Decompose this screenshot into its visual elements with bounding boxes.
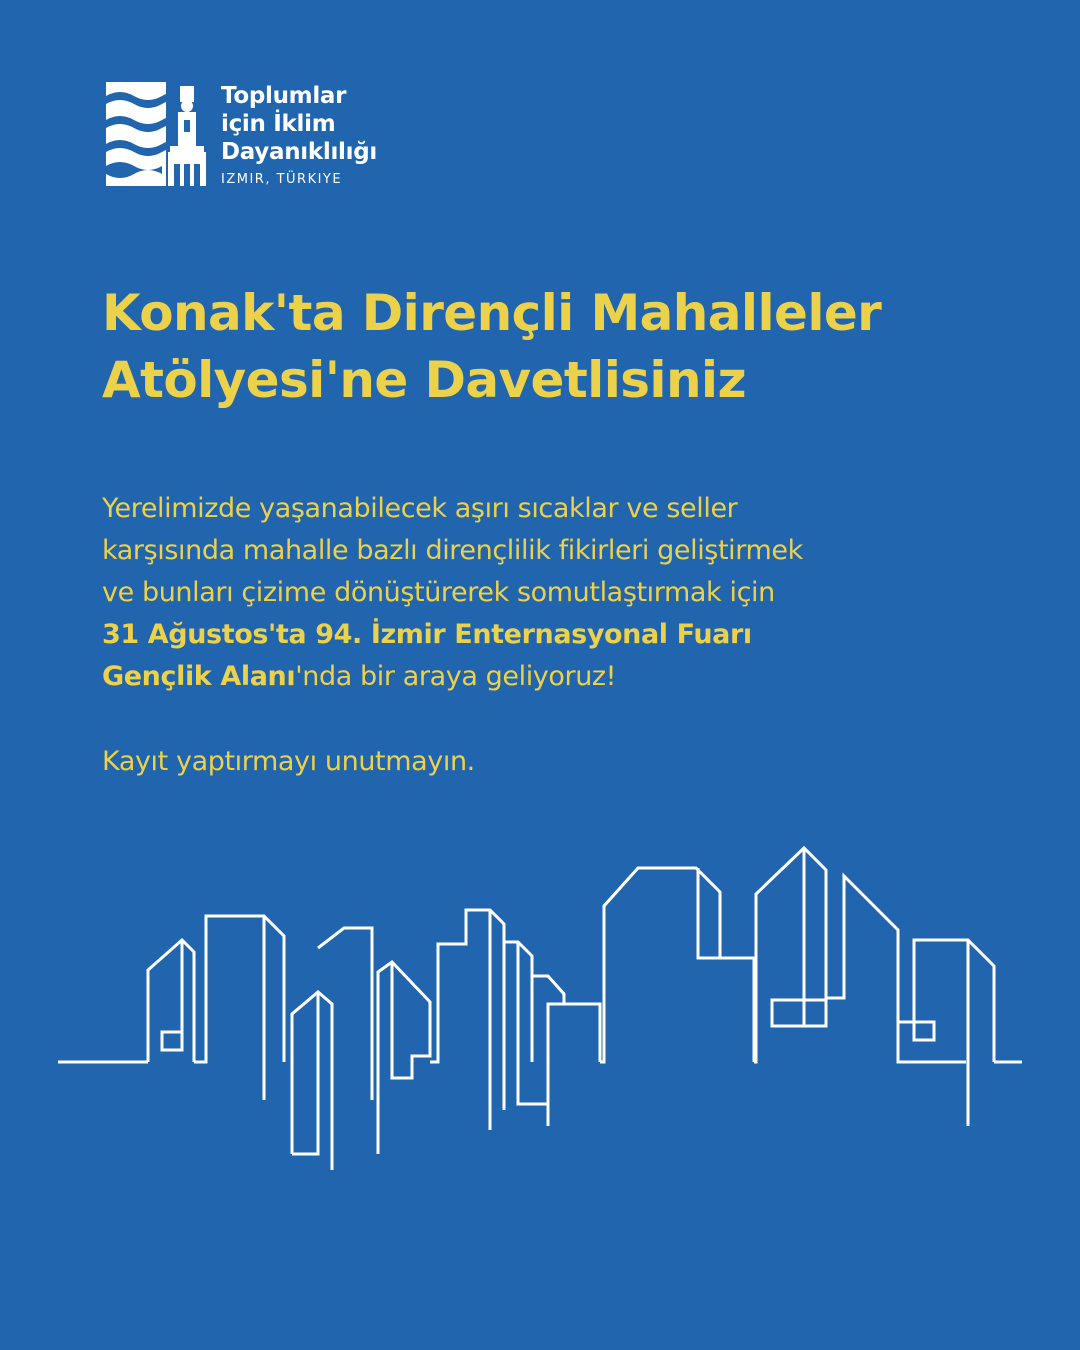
skyline-building <box>548 1004 600 1062</box>
skyline-building <box>430 910 504 1110</box>
skyline-building <box>292 992 332 1170</box>
logo-location: IZMIR, TÜRKIYE <box>221 172 343 187</box>
skyline-building <box>378 962 430 1154</box>
title-line-2: Atölyesi'ne Davetlisiniz <box>102 351 746 409</box>
event-venue: Gençlik Alanı <box>102 661 296 692</box>
event-date-location: 31 Ağustos'ta 94. İzmir Enternasyonal Fuarı <box>102 619 752 650</box>
title-line-1: Konak'ta Dirençli Mahalleler <box>102 284 882 342</box>
logo-line-3: Dayanıklılığı <box>221 139 377 165</box>
skyline-building <box>148 940 194 1062</box>
logo-line-2: için İklim <box>221 111 336 137</box>
skyline-building <box>318 928 372 1100</box>
skyline-building <box>292 992 318 1154</box>
body-line-1: Yerelimizde yaşanabilecek aşırı sıcaklar ve seller <box>102 493 738 524</box>
skyline-building <box>898 1022 966 1062</box>
registration-reminder: Kayıt yaptırmayı unutmayın. <box>102 746 475 777</box>
skyline-building <box>772 1000 826 1026</box>
skyline-building <box>698 958 754 1062</box>
skyline-building <box>914 940 994 1062</box>
body-line-3: ve bunları çizime dönüştürerek somutlaştırmak için <box>102 577 775 608</box>
body-line-5-rest: 'nda bir araya geliyoruz! <box>295 661 617 692</box>
logo-line-1: Toplumlar <box>221 83 347 109</box>
skyline-building <box>754 848 826 1062</box>
skyline-building <box>826 876 934 1040</box>
skyline-building <box>194 916 284 1062</box>
body-line-2: karşısında mahalle bazlı dirençlilik fikirleri geliştirmek <box>102 535 803 566</box>
skyline-building <box>600 868 720 1062</box>
